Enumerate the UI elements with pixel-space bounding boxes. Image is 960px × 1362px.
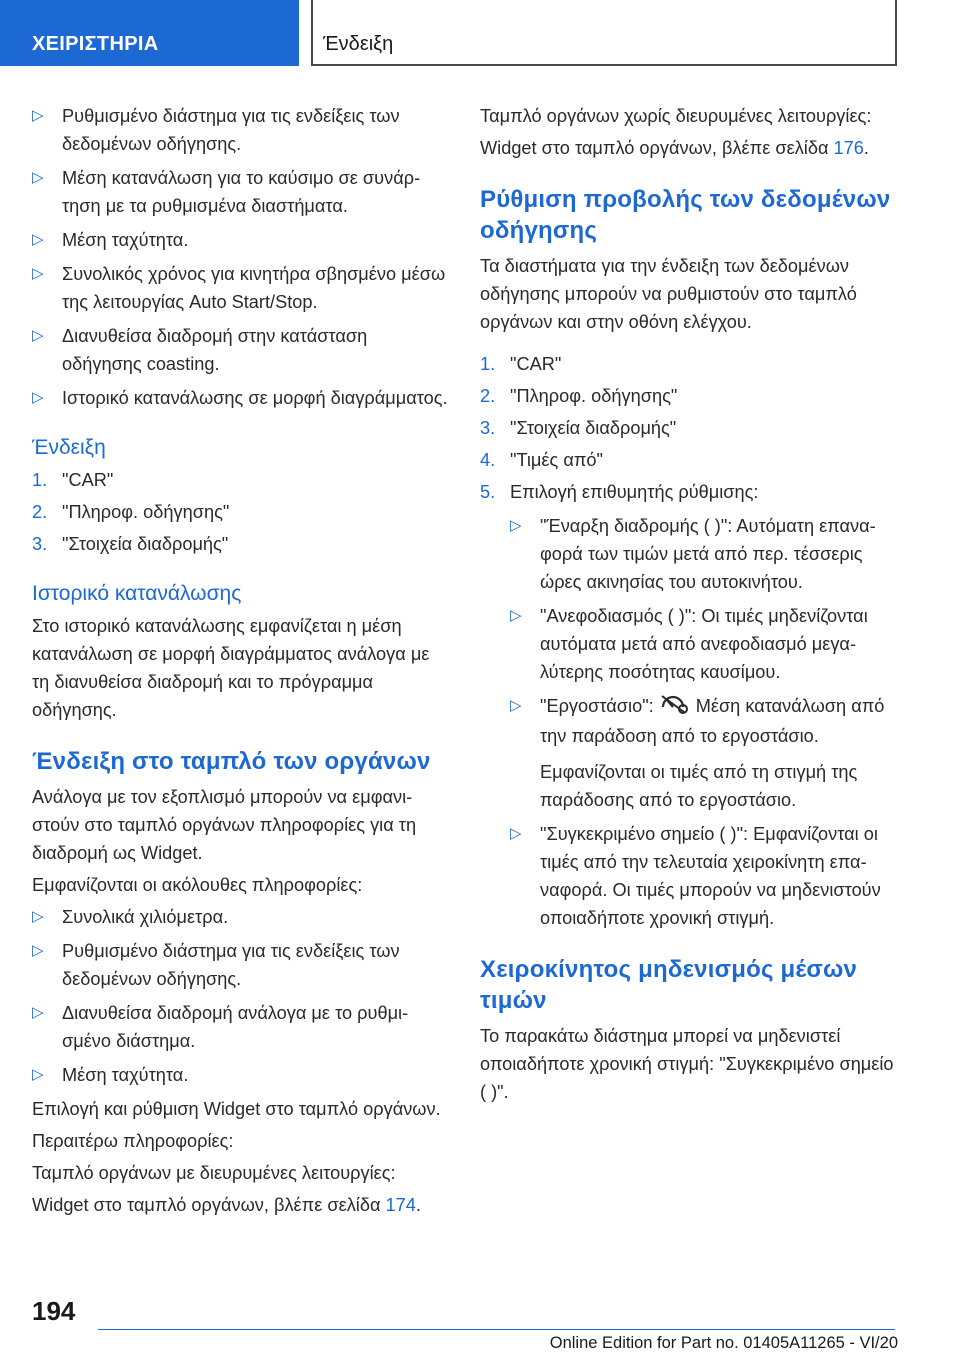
- page-link[interactable]: 174: [385, 1195, 416, 1215]
- step-item: [480, 446, 898, 474]
- cluster-bullet-list: [32, 903, 450, 1089]
- list-item: ▷ Μέση ταχύτητα.: [32, 1061, 450, 1089]
- list-item: ▷ Ρυθμισμένο διάστημα για τις ενδείξεις των δεδομένων οδήγησης.: [32, 937, 450, 993]
- option-specific-point: ▷ "Συγκεκριμένο σημείο ( )": Εμφανίζονται οι τιμές από την τελευταία χειροκίνητη επαναφορά. Οι τιμές μπορούν να μηδενιστούν οποιαδήποτε χρονική στιγμή.: [510, 820, 898, 932]
- step-text: "Στοιχεία διαδρομής": [62, 534, 229, 554]
- step-text: "Τιμές από": [510, 450, 603, 470]
- step-number: 3.: [32, 534, 48, 554]
- page-header: [0, 0, 960, 66]
- option-refuel: ▷ "Ανεφοδιασμός ( )": Οι τιμές μηδενίζονται αυτόματα μετά από ανεφοδιασμό μεγαλύτερης ποσότητας καυσίμου.: [510, 602, 898, 686]
- list-item: ▷ Συνολικά χιλιόμετρα.: [32, 903, 450, 931]
- step-text: "Στοιχεία διαδρομής": [510, 418, 677, 438]
- step-number: 1.: [480, 354, 496, 374]
- page-number: 194: [32, 1296, 76, 1326]
- step-item: [32, 498, 450, 526]
- factory-text: Μέση κατανάλωση από την παράδοση από το εργοστάσιο.: [540, 696, 885, 747]
- factory-label: "Εργοστάσιο":: [540, 696, 654, 716]
- factory-gauge-icon: [660, 692, 690, 722]
- list-item: ▷ Συνολικός χρόνος για κινητήρα σβησμένο μέσω της λειτουργίας Auto Start/Stop.: [32, 260, 450, 316]
- step-number: 2.: [480, 386, 496, 406]
- data-bullet-list: [32, 102, 450, 412]
- topic-title: Ένδειξη: [311, 0, 897, 66]
- step-number: 4.: [480, 450, 496, 470]
- right-column: [480, 102, 898, 1110]
- list-item: ▷ Διανυθείσα διαδρομή ανάλογα με το ρυθμισμένο διάστημα.: [32, 999, 450, 1055]
- step-item: [480, 350, 898, 378]
- step-text: "CAR": [510, 354, 562, 374]
- options-list: [510, 512, 898, 932]
- history-heading: Ιστορικό κατανάλωσης: [32, 582, 242, 605]
- extended-cluster-label: Ταμπλό οργάνων με διευρυμένες λειτουργίες:: [32, 1163, 396, 1183]
- list-item: ▷ Ρυθμισμένο διάστημα για τις ενδείξεις των δεδομένων οδήγησης.: [32, 102, 450, 158]
- step-number: 5.: [480, 482, 496, 502]
- edition-footer: Online Edition for Part no. 01405A11265 - VI/20: [549, 1334, 898, 1352]
- step-number: 2.: [32, 502, 48, 522]
- step-text: Επιλογή επιθυμητής ρύθμισης:: [510, 482, 759, 502]
- setup-steps: [480, 350, 898, 932]
- step-text: "CAR": [62, 470, 114, 490]
- step-item: [480, 414, 898, 442]
- extended-cluster-reference: [32, 1191, 450, 1219]
- reference-text: Widget στο ταμπλό οργάνων, βλέπε σελίδα: [32, 1195, 381, 1215]
- list-item: ▷ Μέση κατανάλωση για το καύσιμο σε συνάρτηση με τα ρυθμισμένα διαστήματα.: [32, 164, 450, 220]
- cluster-heading: Ένδειξη στο ταμπλό των οργάνων: [32, 748, 431, 775]
- step-item: [32, 530, 450, 558]
- step-number: 3.: [480, 418, 496, 438]
- section-title: ΧΕΙΡΙΣΤΗΡΙΑ: [0, 0, 299, 66]
- reset-paragraph: Το παρακάτω διάστημα μπορεί να μηδενιστεί οποιαδήποτε χρονική στιγμή: "Συγκεκριμένο σημείο ( )".: [480, 1026, 894, 1103]
- widget-select-paragraph: Επιλογή και ρύθμιση Widget στο ταμπλό οργάνων.: [32, 1099, 441, 1119]
- reference-end: .: [863, 138, 869, 158]
- footer-divider: [98, 1329, 895, 1330]
- left-column: [32, 102, 450, 1223]
- step-text: "Πληροφ. οδήγησης": [510, 386, 678, 406]
- more-info-label: Περαιτέρω πληροφορίες:: [32, 1131, 234, 1151]
- list-item: ▷ Ιστορικό κατανάλωσης σε μορφή διαγράμματος.: [32, 384, 450, 412]
- list-item: ▷ Μέση ταχύτητα.: [32, 226, 450, 254]
- list-item: ▷ Διανυθείσα διαδρομή στην κατάσταση οδήγησης coasting.: [32, 322, 450, 378]
- step-number: 1.: [32, 470, 48, 490]
- display-heading: Ένδειξη: [32, 436, 106, 459]
- step-item: [480, 382, 898, 410]
- basic-cluster-label: Ταμπλό οργάνων χωρίς διευρυμένες λειτουργίες:: [480, 106, 872, 126]
- setup-paragraph: Τα διαστήματα για την ένδειξη των δεδομένων οδήγησης μπορούν να ρυθμιστούν στο ταμπλό οργάνων και στην οθόνη ελέγχου.: [480, 256, 857, 332]
- step-item: [480, 478, 898, 932]
- factory-note: Εμφανίζονται οι τιμές από τη στιγμή της παράδοσης από το εργοστάσιο.: [540, 762, 858, 811]
- reference-end: .: [415, 1195, 421, 1215]
- display-steps: [32, 466, 450, 558]
- setup-heading: Ρύθμιση προβολής των δεδομένων οδήγησης: [480, 186, 891, 244]
- cluster-paragraph: Ανάλογα με τον εξοπλισμό μπορούν να εμφανιστούν στο ταμπλό οργάνων πληροφορίες για τη διαδρομή ως Widget.: [32, 787, 417, 863]
- reference-text: Widget στο ταμπλό οργάνων, βλέπε σελίδα: [480, 138, 829, 158]
- reset-heading: Χειροκίνητος μηδενισμός μέσων τιμών: [480, 956, 858, 1015]
- step-text: "Πληροφ. οδήγησης": [62, 502, 230, 522]
- option-factory: [510, 692, 898, 814]
- history-paragraph: Στο ιστορικό κατανάλωσης εμφανίζεται η μέση κατανάλωση σε μορφή διαγράμματος ανάλογα με τη διανυθείσα διαδρομή και το πρόγραμμα οδήγησης.: [32, 616, 430, 720]
- basic-cluster-reference: [480, 134, 898, 162]
- option-trip-start: ▷ "Έναρξη διαδρομής ( )": Αυτόματη επαναφορά των τιμών μετά από περ. τέσσερις ώρες ακινησίας του αυτοκινήτου.: [510, 512, 898, 596]
- page-link[interactable]: 176: [833, 138, 864, 158]
- cluster-intro: Εμφανίζονται οι ακόλουθες πληροφορίες:: [32, 875, 363, 895]
- step-item: [32, 466, 450, 494]
